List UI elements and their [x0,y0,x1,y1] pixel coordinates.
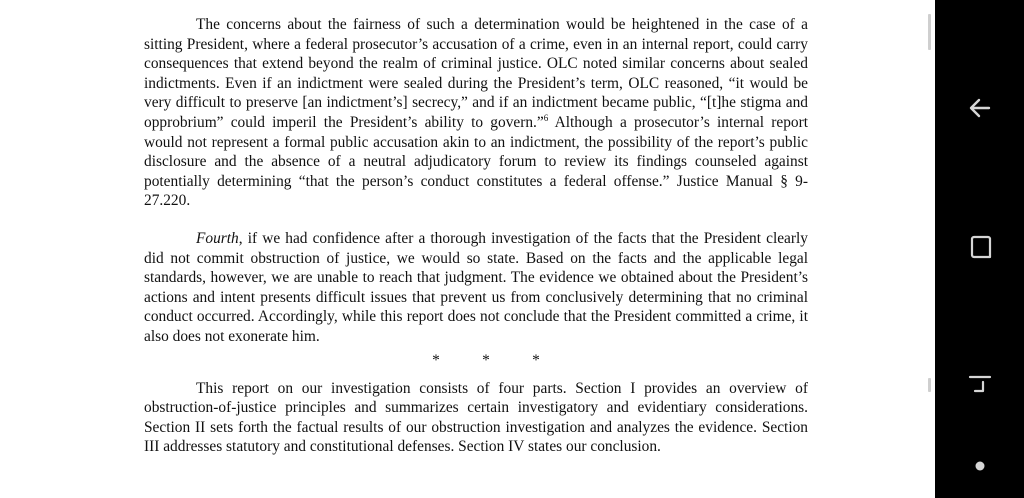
scroll-indicator-top[interactable] [928,14,931,50]
paragraph-2-lead-word: Fourth [196,229,239,247]
paragraph-1 [144,15,808,211]
paragraph-spacer [144,211,808,229]
paragraph-3 [144,379,808,457]
navigation-bar [935,0,1024,498]
paragraph-1-text-b: Although a prosecutor’s internal report would not represent a formal public accusation akin to an indictment, the possibility of the report’s public disclosure and the absence of a neutral adjudicatory forum to review its findings counseled against potentially determining “that the person’s conduct constitutes a federal offense.” Justice Manual § 9-27.220. [144,113,808,210]
section-separator [144,350,808,372]
separator-star: * [432,351,440,369]
back-arrow-icon [967,95,993,121]
footnote-ref-6[interactable]: 6 [543,112,549,123]
indicator-dot[interactable] [955,441,1005,491]
back-button[interactable] [955,83,1005,133]
home-icon [967,371,993,397]
scroll-indicator-bottom[interactable] [928,378,931,392]
separator-star: * [532,351,540,369]
home-button[interactable] [955,359,1005,409]
paragraph-1-text-a: The concerns about the fairness of such a determination would be heightened in the case of a sitting President, where a federal prosecutor’s accusation of a crime, even in an internal report, could carry consequences that extend beyond the realm of criminal justice. OLC noted similar concerns about sealed indictments. Even if an indictment were sealed during the President’s term, OLC reasoned, “it would be very difficult to preserve [an indictment’s] secrecy,” and if an indictment became public, “[t]he stigma and opprobrium” could imperil the President’s ability to govern.” [144,16,808,131]
dot-icon [974,460,986,472]
paragraph-2 [144,229,808,347]
document-body [144,15,808,457]
separator-star: * [482,351,490,369]
recent-apps-button[interactable] [955,222,1005,272]
paragraph-2-text: , if we had confidence after a thorough investigation of the facts that the President clearly did not commit obstruction of justice, we would so state. Based on the facts and the applicable legal standards, however, we are unable to reach that judgment. The evidence we obtained about the President’s actions and intent presents difficult issues that prevent us from conclusively determining that no criminal conduct occurred. Accordingly, while this report does not conclude that the President committed a crime, it also does not exonerate him. [144,229,808,345]
recent-apps-icon [967,234,993,260]
paragraph-3-text: This report on our investigation consists of four parts. Section I provides an overview of obstruction-of-justice principles and summarizes certain investigatory and evidentiary considerations. Section II sets forth the factual results of our obstruction investigation and analyzes the evidence. Section III addresses statutory and constitutional defenses. Section IV states our conclusion. [144,379,808,456]
